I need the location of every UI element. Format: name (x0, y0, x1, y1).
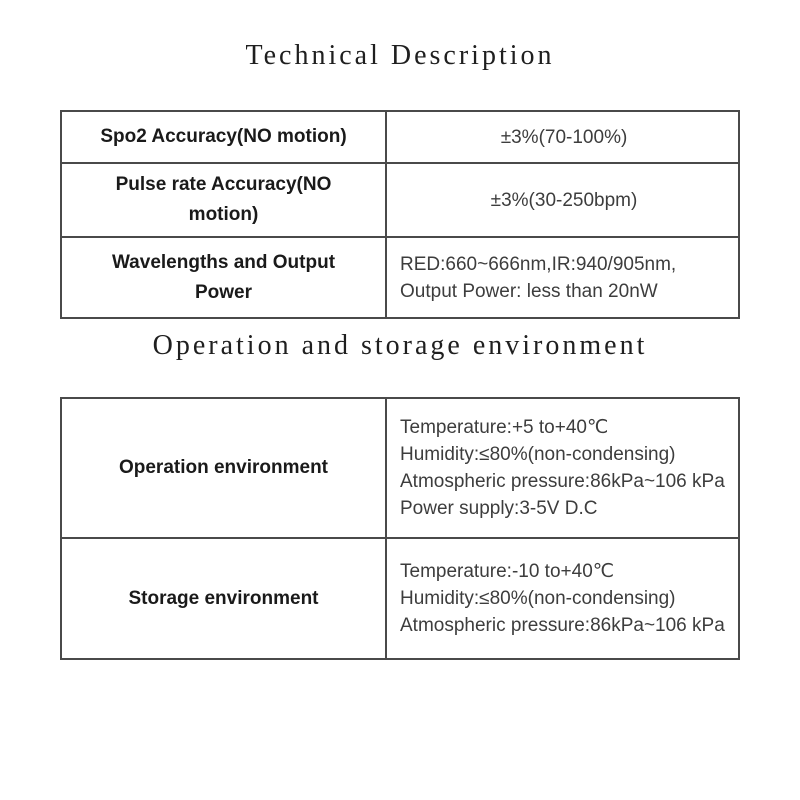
value-line: Atmospheric pressure:86kPa~106 kPa (400, 471, 725, 492)
page-title: Technical Description (245, 40, 555, 71)
value-line: ±3%(30-250bpm) (490, 189, 638, 211)
spec-value-spo2-accuracy (386, 111, 739, 163)
spec-label-spo2-accuracy: Spo2 Accuracy(NO motion) (61, 111, 386, 163)
table-row (61, 398, 739, 538)
spec-value-storage-environment (386, 538, 739, 659)
value-line: Power supply:3-5V D.C (400, 498, 598, 519)
operation-storage-environment-table (60, 397, 740, 660)
value-line: Humidity:≤80%(non-condensing) (400, 444, 676, 465)
value-line: Temperature:+5 to+40℃ (400, 417, 609, 438)
table-row (61, 237, 739, 318)
value-line: Output Power: less than 20nW (400, 280, 658, 302)
spec-label-wavelengths-output-power: Wavelengths and Output Power (61, 237, 386, 318)
spec-label-pulse-rate-accuracy: Pulse rate Accuracy(NO motion) (61, 163, 386, 237)
spec-value-wavelengths-output-power (386, 237, 739, 318)
technical-description-table (60, 110, 740, 319)
value-line: Atmospheric pressure:86kPa~106 kPa (400, 615, 725, 636)
section-title: Operation and storage environment (152, 330, 648, 361)
value-line: RED:660~666nm,IR:940/905nm, (400, 253, 677, 275)
spec-value-operation-environment (386, 398, 739, 538)
value-line: ±3%(70-100%) (500, 126, 628, 148)
table-row (61, 538, 739, 659)
table-row (61, 111, 739, 163)
value-line: Humidity:≤80%(non-condensing) (400, 588, 676, 609)
spec-label-operation-environment: Operation environment (61, 398, 386, 538)
value-line: Temperature:-10 to+40℃ (400, 561, 615, 582)
table-row (61, 163, 739, 237)
spec-value-pulse-rate-accuracy (386, 163, 739, 237)
spec-label-storage-environment: Storage environment (61, 538, 386, 659)
